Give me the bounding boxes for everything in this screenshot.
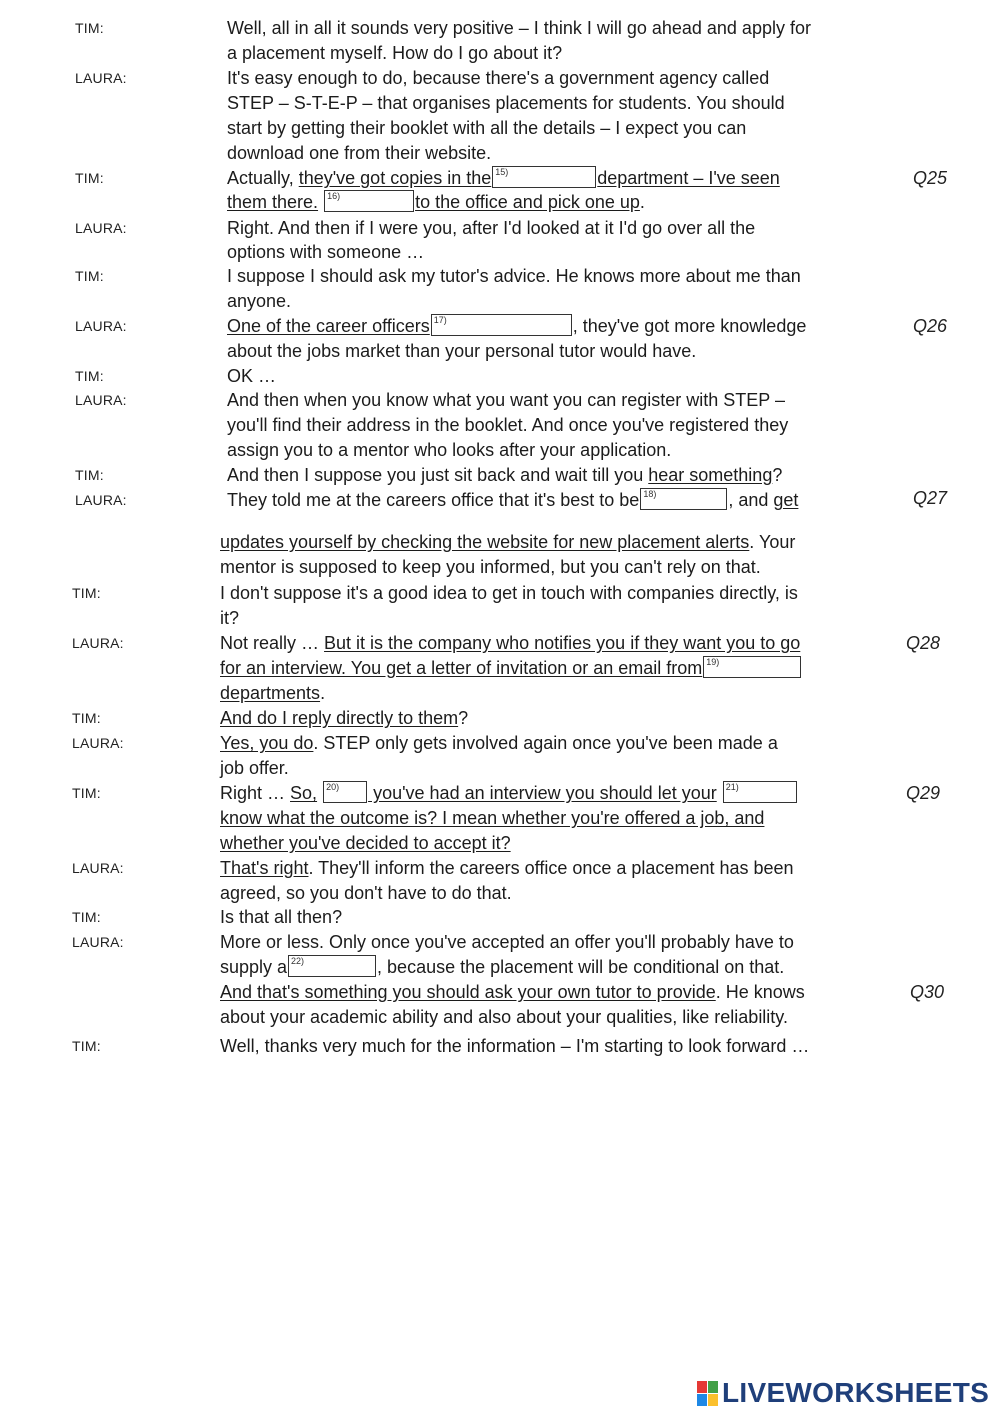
speaker-tim: TIM:: [75, 170, 104, 186]
speaker-tim: TIM:: [72, 785, 101, 801]
liveworksheets-logo-icon: [697, 1381, 719, 1407]
transcript-line: Not really … But it is the company who notifies you if they want you to go: [220, 633, 801, 653]
transcript-line: them there. 16) to the office and pick one up.: [227, 191, 645, 212]
speaker-laura: LAURA:: [72, 735, 124, 751]
answer-gap-18[interactable]: 18): [640, 488, 727, 510]
speaker-laura: LAURA:: [75, 392, 127, 408]
speaker-tim: TIM:: [72, 585, 101, 601]
speaker-tim: TIM:: [75, 20, 104, 36]
transcript-line: Well, all in all it sounds very positive – I think I will go ahead and apply for: [227, 18, 811, 38]
transcript-line: updates yourself by checking the website for new placement alerts. Your: [220, 532, 796, 552]
transcript-line: departments.: [220, 683, 326, 703]
speaker-laura: LAURA:: [72, 860, 124, 876]
transcript-line: you'll find their address in the booklet. And once you've registered they: [227, 415, 789, 435]
transcript-line: it?: [220, 608, 240, 628]
transcript-line: Right … So, 20) you've had an interview you should let your 21): [220, 781, 798, 805]
transcript-line: supply a 22) , because the placement will be conditional on that.: [220, 956, 785, 977]
transcript-line: job offer.: [220, 758, 289, 778]
transcript-line: Is that all then?: [220, 907, 343, 927]
transcript-line: Right. And then if I were you, after I'd looked at it I'd go over all the: [227, 218, 756, 238]
speaker-laura: LAURA:: [72, 635, 124, 651]
transcript-line: I suppose I should ask my tutor's advice. He knows more about me than: [227, 266, 801, 286]
speaker-laura: LAURA:: [72, 934, 124, 950]
transcript-line: about the jobs market than your personal tutor would have.: [227, 341, 697, 361]
transcript-line: And that's something you should ask your own tutor to provide. He knows: [220, 982, 805, 1002]
speaker-laura: LAURA:: [75, 220, 127, 236]
speaker-tim: TIM:: [75, 268, 104, 284]
transcript-line: One of the career officers 17) , they've got more knowledge: [227, 315, 807, 336]
transcript-line: agreed, so you don't have to do that.: [220, 883, 512, 903]
transcript-line: OK …: [227, 366, 277, 386]
transcript-line: More or less. Only once you've accepted an offer you'll probably have to: [220, 932, 794, 952]
question-number-q26: Q26: [913, 316, 948, 336]
transcript-line: a placement myself. How do I go about it?: [227, 43, 563, 63]
transcript-line: for an interview. You get a letter of invitation or an email from 19): [220, 656, 802, 680]
question-number-q27: Q27: [913, 488, 948, 508]
speaker-laura: LAURA:: [75, 492, 127, 508]
answer-gap-21[interactable]: 21): [723, 781, 797, 803]
answer-gap-17[interactable]: 17): [431, 314, 572, 336]
transcript-line: whether you've decided to accept it?: [220, 833, 511, 853]
question-number-q30: Q30: [910, 982, 945, 1002]
speaker-tim: TIM:: [75, 467, 104, 483]
transcript-line: Well, thanks very much for the information – I'm starting to look forward …: [220, 1036, 810, 1056]
speaker-tim: TIM:: [72, 909, 101, 925]
transcript-line: And then when you know what you want you can register with STEP –: [227, 390, 785, 410]
transcript-line: download one from their website.: [227, 143, 492, 163]
transcript-line: I don't suppose it's a good idea to get in touch with companies directly, is: [220, 583, 798, 603]
speaker-laura: LAURA:: [75, 70, 127, 86]
answer-gap-22[interactable]: 22): [288, 955, 376, 977]
transcript-line: anyone.: [227, 291, 292, 311]
speaker-tim: TIM:: [72, 1038, 101, 1054]
answer-gap-20[interactable]: 20): [323, 781, 367, 803]
answer-gap-16[interactable]: 16): [324, 190, 414, 212]
speaker-laura: LAURA:: [75, 318, 127, 334]
transcript-line: start by getting their booklet with all the details – I expect you can: [227, 118, 747, 138]
transcript-line: And then I suppose you just sit back and wait till you hear something?: [227, 465, 783, 485]
answer-gap-15[interactable]: 15): [492, 166, 596, 188]
transcript-line: about your academic ability and also about your qualities, like reliability.: [220, 1007, 788, 1027]
question-number-q25: Q25: [913, 168, 948, 188]
transcript-line: know what the outcome is? I mean whether you're offered a job, and: [220, 808, 765, 828]
transcript-line: options with someone …: [227, 242, 425, 262]
transcript-line: It's easy enough to do, because there's a government agency called: [227, 68, 770, 88]
speaker-tim: TIM:: [72, 710, 101, 726]
transcript-line: They told me at the careers office that it's best to be 18) , and get: [227, 489, 799, 510]
transcript-line: assign you to a mentor who looks after your application.: [227, 440, 672, 460]
answer-gap-19[interactable]: 19): [703, 656, 801, 678]
transcript-line: Yes, you do. STEP only gets involved again once you've been made a: [220, 733, 778, 753]
transcript-line: And do I reply directly to them?: [220, 708, 469, 728]
transcript-line: STEP – S-T-E-P – that organises placements for students. You should: [227, 93, 785, 113]
question-number-q28: Q28: [906, 633, 941, 653]
transcript-line: Actually, they've got copies in the 15) department – I've seen: [227, 167, 780, 188]
speaker-tim: TIM:: [75, 368, 104, 384]
question-number-q29: Q29: [906, 783, 941, 803]
transcript-line: That's right. They'll inform the careers office once a placement has been: [220, 858, 794, 878]
transcript-line: mentor is supposed to keep you informed, but you can't rely on that.: [220, 557, 761, 577]
brand-name: LIVEWORKSHEETS: [722, 1377, 990, 1408]
